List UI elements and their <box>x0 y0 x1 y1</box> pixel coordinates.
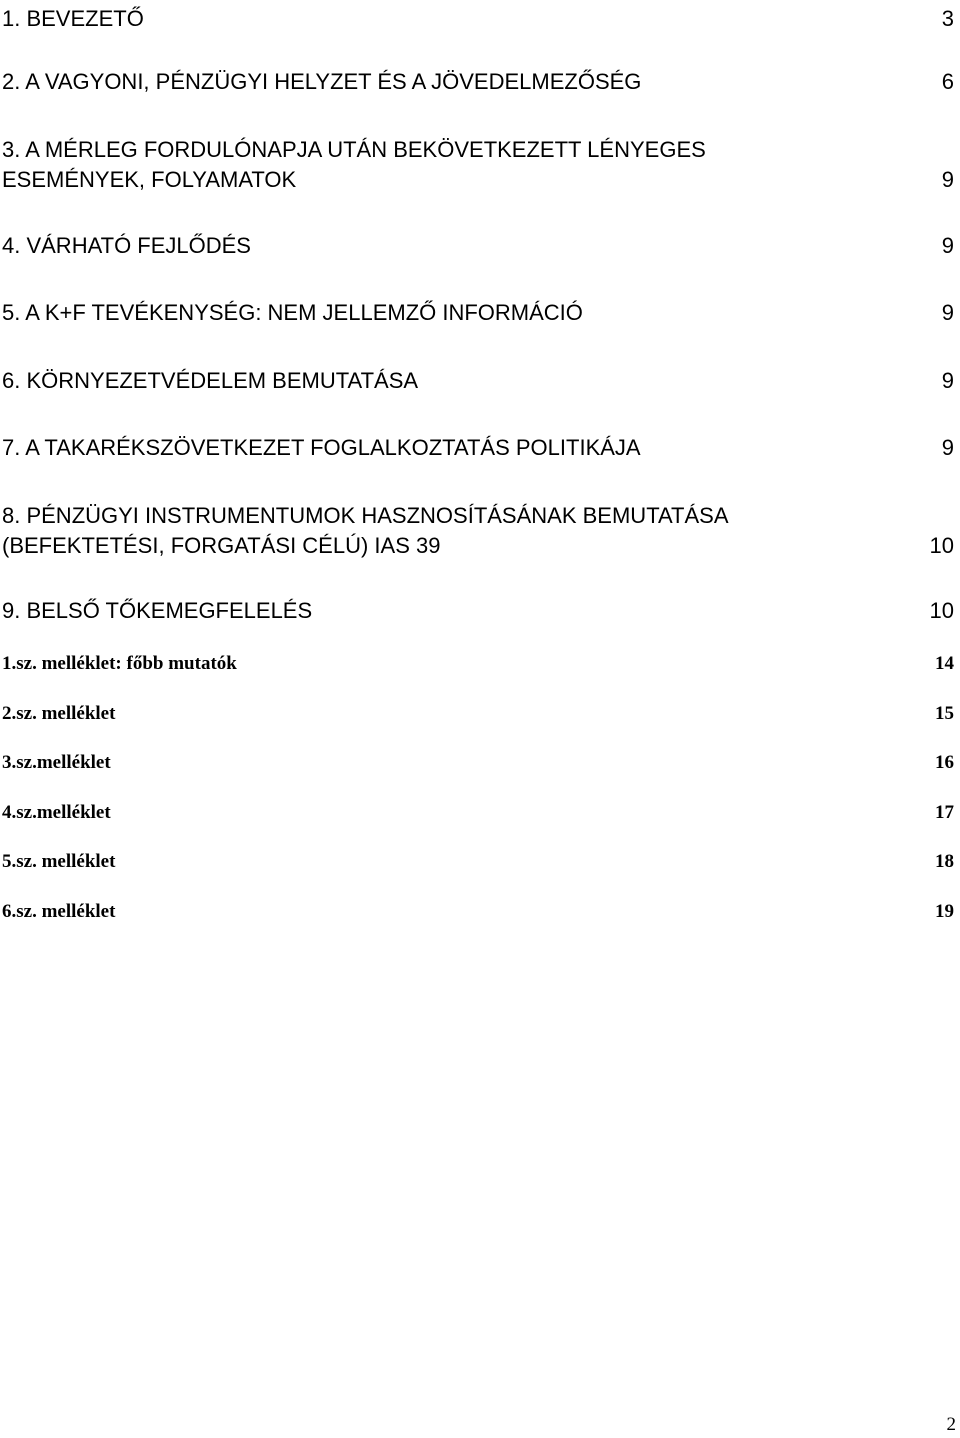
toc-entry-title-line1: 8. PÉNZÜGYI INSTRUMENTUMOK HASZNOSÍTÁSÁNAK BEMUTATÁSA <box>2 503 729 528</box>
toc-entry-8[interactable] <box>2 501 954 561</box>
toc-appendix-4[interactable] <box>2 800 954 826</box>
toc-entry-title-line1: 3. A MÉRLEG FORDULÓNAPJA UTÁN BEKÖVETKEZETT LÉNYEGES <box>2 137 706 162</box>
toc-entry-5[interactable] <box>2 298 954 328</box>
toc-entry-title: 1.sz. melléklet: főbb mutatók <box>2 653 237 674</box>
toc-entry-page: 17 <box>935 802 954 823</box>
footer-page-number: 2 <box>946 1414 956 1435</box>
toc-appendix-1[interactable] <box>2 651 954 677</box>
toc-entry-title: 4. VÁRHATÓ FEJLŐDÉS <box>2 233 251 258</box>
toc-appendix-6[interactable] <box>2 899 954 925</box>
toc-entry-title-line2: ESEMÉNYEK, FOLYAMATOK <box>2 167 297 192</box>
toc-entry-7[interactable] <box>2 433 954 463</box>
toc-entry-page: 15 <box>935 703 954 724</box>
toc-entry-title: 5.sz. melléklet <box>2 851 116 872</box>
toc-entry-title: 6.sz. melléklet <box>2 901 116 922</box>
toc-entry-title: 5. A K+F TEVÉKENYSÉG: NEM JELLEMZŐ INFORMÁCIÓ <box>2 300 583 325</box>
toc-entry-page: 19 <box>935 901 954 922</box>
toc-entry-page: 10 <box>929 598 954 623</box>
toc-entry-title: 4.sz.melléklet <box>2 802 111 823</box>
toc-entry-title-line2: (BEFEKTETÉSI, FORGATÁSI CÉLÚ) IAS 39 <box>2 533 441 558</box>
toc-entry-1[interactable] <box>2 4 954 34</box>
toc-entry-page: 9 <box>941 368 954 393</box>
toc-appendix-5[interactable] <box>2 849 954 875</box>
toc-entry-2[interactable] <box>2 67 954 97</box>
toc-entry-6[interactable] <box>2 366 954 396</box>
toc-entry-title: 6. KÖRNYEZETVÉDELEM BEMUTATÁSA <box>2 368 419 393</box>
toc-entry-title: 2. A VAGYONI, PÉNZÜGYI HELYZET ÉS A JÖVEDELMEZŐSÉG <box>2 69 642 94</box>
toc-entry-page: 3 <box>941 6 954 31</box>
toc-entry-page: 10 <box>929 533 954 558</box>
toc-entry-4[interactable] <box>2 231 954 261</box>
toc-entry-title: 1. BEVEZETŐ <box>2 6 144 31</box>
toc-appendix-3[interactable] <box>2 750 954 776</box>
toc-entry-title: 7. A TAKARÉKSZÖVETKEZET FOGLALKOZTATÁS POLITIKÁJA <box>2 435 641 460</box>
toc-entry-page: 6 <box>941 69 954 94</box>
toc-entry-title: 2.sz. melléklet <box>2 703 116 724</box>
toc-entry-page: 9 <box>941 233 954 258</box>
toc-entry-page: 9 <box>941 435 954 460</box>
toc-entry-9[interactable] <box>2 596 954 626</box>
toc-entry-page: 18 <box>935 851 954 872</box>
toc-entry-page: 16 <box>935 752 954 773</box>
toc-entry-title: 3.sz.melléklet <box>2 752 111 773</box>
toc-entry-page: 9 <box>941 167 954 192</box>
toc-entry-page: 14 <box>935 653 954 674</box>
toc-entry-3[interactable] <box>2 135 954 195</box>
toc-entry-page: 9 <box>941 300 954 325</box>
toc-appendix-2[interactable] <box>2 701 954 727</box>
toc-entry-title: 9. BELSŐ TŐKEMEGFELELÉS <box>2 598 313 623</box>
